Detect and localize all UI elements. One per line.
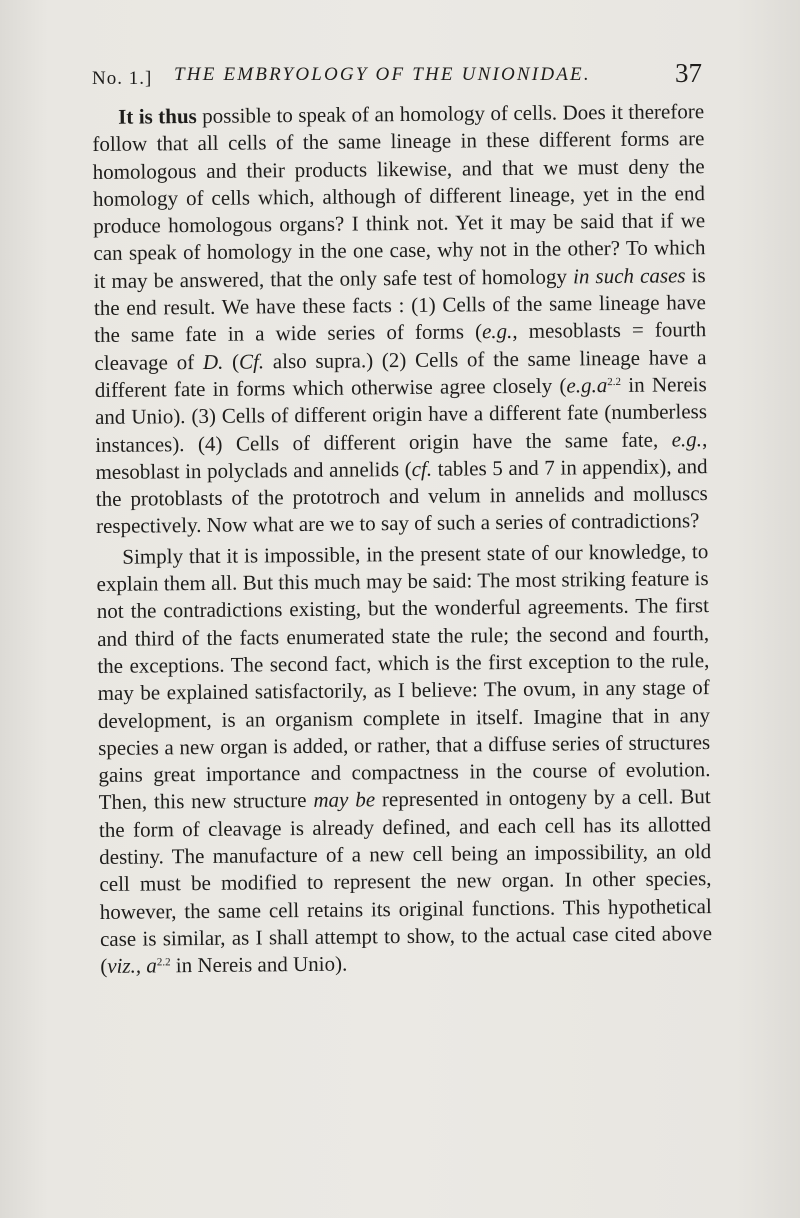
paragraph-2 bbox=[96, 538, 712, 981]
text-run: in Nereis and Unio). bbox=[170, 951, 348, 978]
text-run: ( bbox=[223, 349, 240, 374]
text-run: possible to speak of an homology of cells. Does it therefore follow that all cells of the same lineage in these different forms are homologous and their products likewise, and that we must deny the homology of cells which, although of different lineage, yet in the end produce homologous organs? I think not. Yet it may be said that if we can speak of homology in the one case, why not in the other? To which it may be answered, that the only safe test of homology bbox=[92, 99, 706, 293]
text-run: viz., a bbox=[107, 953, 157, 979]
text-run: , mesoblast in polyclads and annelids ( bbox=[95, 426, 708, 484]
text-run: represented in ontogeny by a cell. But the form of cleavage is already defined, and each cell has its allotted destiny. The manufacture of a new cell being an impossibility, an old cell must be modified to represent the new organ. In other species, however, the same cell retains its original functions. This hypothetical case is similar, as I shall attempt to show, to the actual case cited above ( bbox=[98, 784, 713, 979]
text-run: It is thus bbox=[118, 103, 197, 129]
running-head bbox=[92, 58, 702, 94]
text-run: Simply that it is impossible, in the present state of our knowledge, to explain them all. But this much may be said: The most striking feature is not the contradictions existing, but the wonderful agreements. The first and third of the facts enumerated state the rule; the second and fourth, the exceptions. The second fact, which is the first exception to the rule, may be explained satisfactorily, as I believe: The ovum, in any stage of development, is an organism complete in itself. Imagine that in any species a new organ is added, or rather, that a diffuse series of structures gains great importance and compactness in the course of evolution. Then, this new structure bbox=[96, 538, 711, 815]
text-run: e.g. bbox=[481, 319, 513, 344]
text-run: in such cases bbox=[572, 263, 686, 289]
text-run: in Nereis and Unio). (3) Cells of different origin have a different fate (numberless instances). (4) Cells of different origin have the same fate, bbox=[94, 372, 708, 457]
text-run: e.g.a bbox=[566, 373, 608, 398]
text-run: D. bbox=[202, 349, 224, 374]
issue-number: No. 1.] bbox=[92, 68, 153, 89]
text-run: cf. bbox=[411, 456, 433, 481]
text-run: tables 5 and 7 in appendix), and the protoblasts of the prototroch and velum in annelids and molluscs respectively. Now what are we to say of such a series of contradictions? bbox=[95, 453, 708, 539]
text-run: Cf. bbox=[238, 349, 265, 374]
running-title: THE EMBRYOLOGY OF THE UNIONIDAE. bbox=[174, 64, 591, 85]
text-run: may be bbox=[313, 787, 376, 813]
page-number: 37 bbox=[675, 58, 702, 88]
paragraph-1 bbox=[92, 98, 708, 541]
text-run: , mesoblasts = fourth cleavage of bbox=[94, 317, 707, 375]
text-run: e.g. bbox=[671, 426, 703, 452]
text-run: is the end result. We have these facts : (1) Cells of the same lineage have the same fate in a wide series of forms ( bbox=[93, 262, 707, 348]
text-run: also supra.) (2) Cells of the same lineage have a different fate in forms which otherwise agree closely ( bbox=[94, 344, 707, 402]
body-text bbox=[92, 98, 712, 980]
superscript: 2.2 bbox=[156, 956, 171, 969]
superscript: 2.2 bbox=[607, 375, 622, 389]
